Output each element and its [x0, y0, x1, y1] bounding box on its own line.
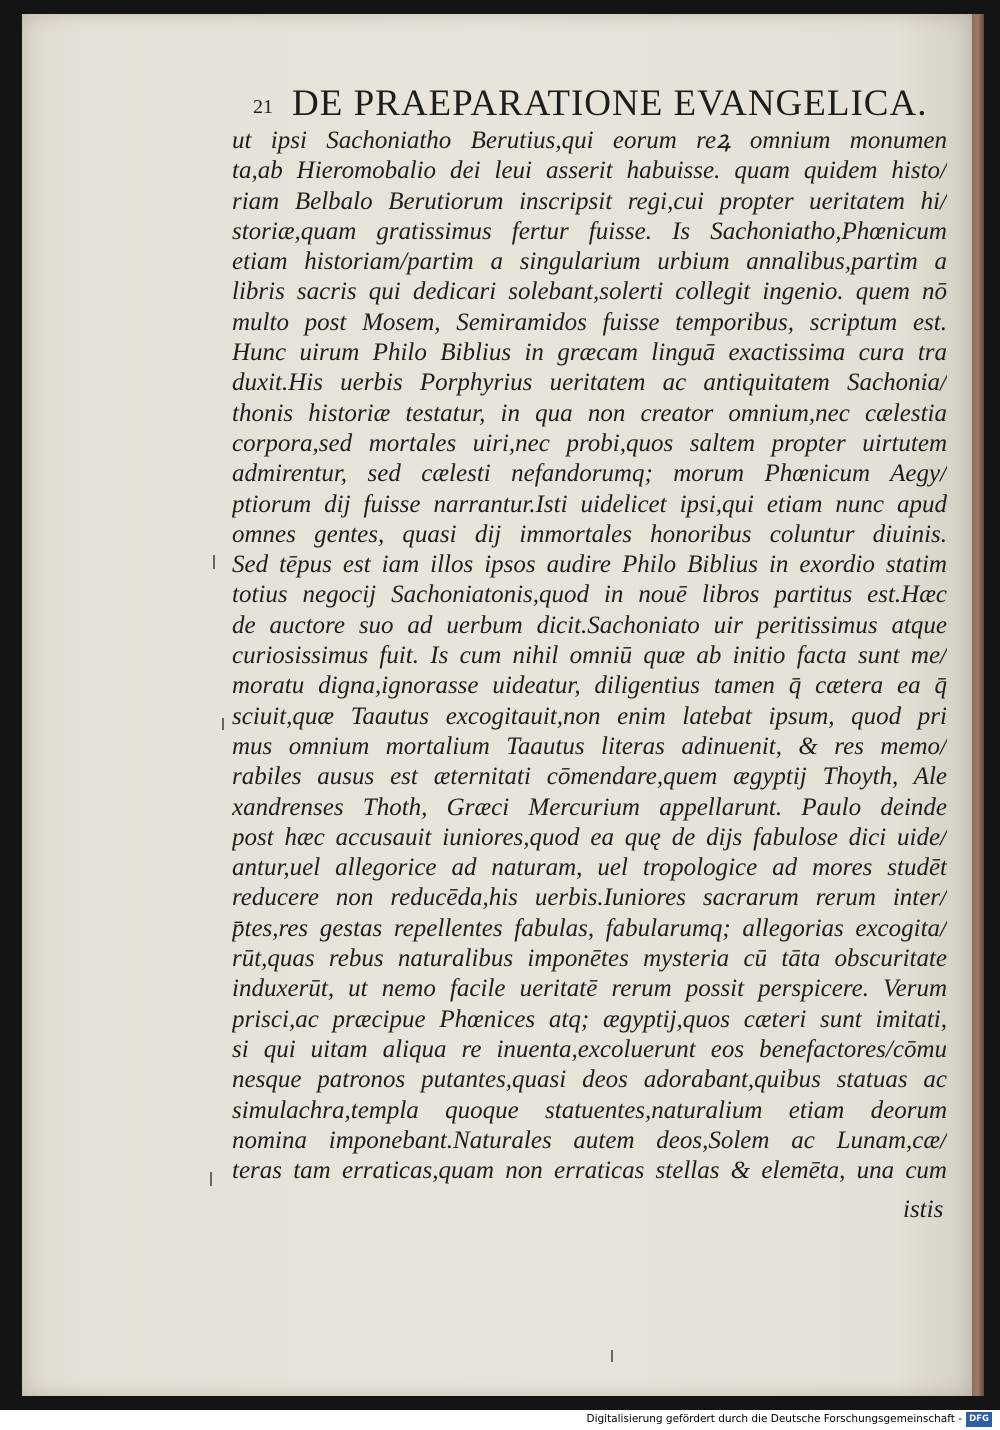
- text-line: prisci,ac præcipue Phœnices atq; ægyptij,quos cæteri sunt imitati,: [232, 1005, 947, 1033]
- text-line: ptiorum dij fuisse narrantur.Isti uidelicet ipsi,qui etiam nunc apud: [232, 490, 947, 518]
- text-line: duxit.His uerbis Porphyrius ueritatem ac antiquitatem Sachonia/: [232, 369, 947, 397]
- text-line: ut ipsi Sachoniatho Berutius,qui eorum reꝝ omnium monumen: [232, 127, 947, 154]
- catchword: istis: [903, 1196, 944, 1223]
- text-line: induxerūt, ut nemo facile ueritatē rerum possit perspicere. Verum: [232, 975, 947, 1003]
- text-line: nesque patronos putantes,quasi deos adorabant,quibus statuas ac: [232, 1066, 947, 1094]
- text-line: Hunc uirum Philo Biblius in græcam linguā exactissima cura tra: [232, 339, 947, 367]
- page-edge: [972, 14, 984, 1396]
- text-line: si qui uitam aliqua re inuenta,excoluerunt eos benefactores/cōmu: [232, 1035, 947, 1063]
- text-line: totius negocij Sachoniatonis,quod in nouē libros partitus est.Hæc: [232, 581, 947, 609]
- text-line: reducere non reducēda,his uerbis.Iuniores sacrarum rerum inter/: [232, 884, 947, 912]
- text-line: curiosissimus fuit. Is cum nihil omniū quæ ab initio facta sunt me/: [232, 642, 947, 670]
- text-line: etiam historiam/partim a singularium urbium annalibus,partim a: [232, 248, 947, 276]
- text-line: omnes gentes, quasi dij immortales honoribus coluntur diuinis.: [232, 520, 947, 548]
- text-line: nomina imponebant.Naturales autem deos,Solem ac Lunam,cæ/: [232, 1126, 947, 1154]
- footer-credit: Digitalisierung gefördert durch die Deutsche Forschungsgemeinschaft -: [586, 1413, 962, 1425]
- margin-mark: [611, 1350, 613, 1362]
- folio-number: 21: [253, 96, 273, 118]
- running-head: DE PRAEPARATIONE EVANGELICA.: [292, 83, 928, 124]
- text-line: teras tam erraticas,quam non erraticas stellas & elemēta, una cum: [232, 1157, 947, 1185]
- margin-mark: [210, 1172, 212, 1186]
- text-line: Sed tēpus est iam illos ipsos audire Philo Biblius in exordio statim: [232, 551, 947, 579]
- text-line: storiæ,quam gratissimus fertur fuisse. Is Sachoniatho,Phœnicum: [232, 217, 947, 245]
- text-line: ta,ab Hieromobalio dei leui asserit habuisse. quam quidem histo/: [232, 157, 947, 185]
- dfg-logo: DFG: [966, 1412, 992, 1427]
- text-line: simulachra,templa quoque statuentes,naturalium etiam deorum: [232, 1096, 947, 1124]
- text-line: riam Belbalo Berutiorum inscripsit regi,cui propter ueritatem hi/: [232, 187, 947, 215]
- text-line: rabiles ausus est æternitati cōmendare,quem ægyptij Thoyth, Ale: [232, 763, 947, 791]
- footer-bar: [0, 1410, 1000, 1430]
- text-line: moratu digna,ignorasse uideatur, diligentius tamen q̄ cætera ea q̄: [232, 672, 947, 700]
- margin-mark: [213, 555, 215, 569]
- text-line: multo post Mosem, Semiramidos fuisse temporibus, scriptum est.: [232, 308, 947, 336]
- text-line: mus omnium mortalium Taautus literas adinuenit, & res memo/: [232, 732, 947, 760]
- text-line: de auctore suo ad uerbum dicit.Sachoniato uir peritissimus atque: [232, 611, 947, 639]
- text-line: antur,uel allegorice ad naturam, uel tropologice ad mores studēt: [232, 854, 947, 882]
- margin-mark: [222, 718, 224, 730]
- text-line: sciuit,quæ Taautus excogitauit,non enim latebat ipsum, quod pri: [232, 702, 947, 730]
- text-line: corpora,sed mortales uiri,nec probi,quos saltem propter uirtutem: [232, 429, 947, 457]
- text-line: xandrenses Thoth, Græci Mercurium appellarunt. Paulo deinde: [232, 793, 947, 821]
- text-line: thonis historiæ testatur, in qua non creator omnium,nec cælestia: [232, 399, 947, 427]
- text-block: [232, 126, 947, 1186]
- text-line: post hæc accusauit iuniores,quod ea quę de dijs fabulose dici uide/: [232, 823, 947, 851]
- text-line: rūt,quas rebus naturalibus imponētes mysteria cū tāta obscuritate: [232, 945, 947, 973]
- text-line: libris sacris qui dedicari solebant,solerti collegit ingenio. quem nō: [232, 278, 947, 306]
- text-line: p̄tes,res gestas repellentes fabulas, fabularumq; allegorias excogita/: [232, 914, 947, 942]
- text-line: admirentur, sed cælesti nefandorumq; morum Phœnicum Aegy/: [232, 460, 947, 488]
